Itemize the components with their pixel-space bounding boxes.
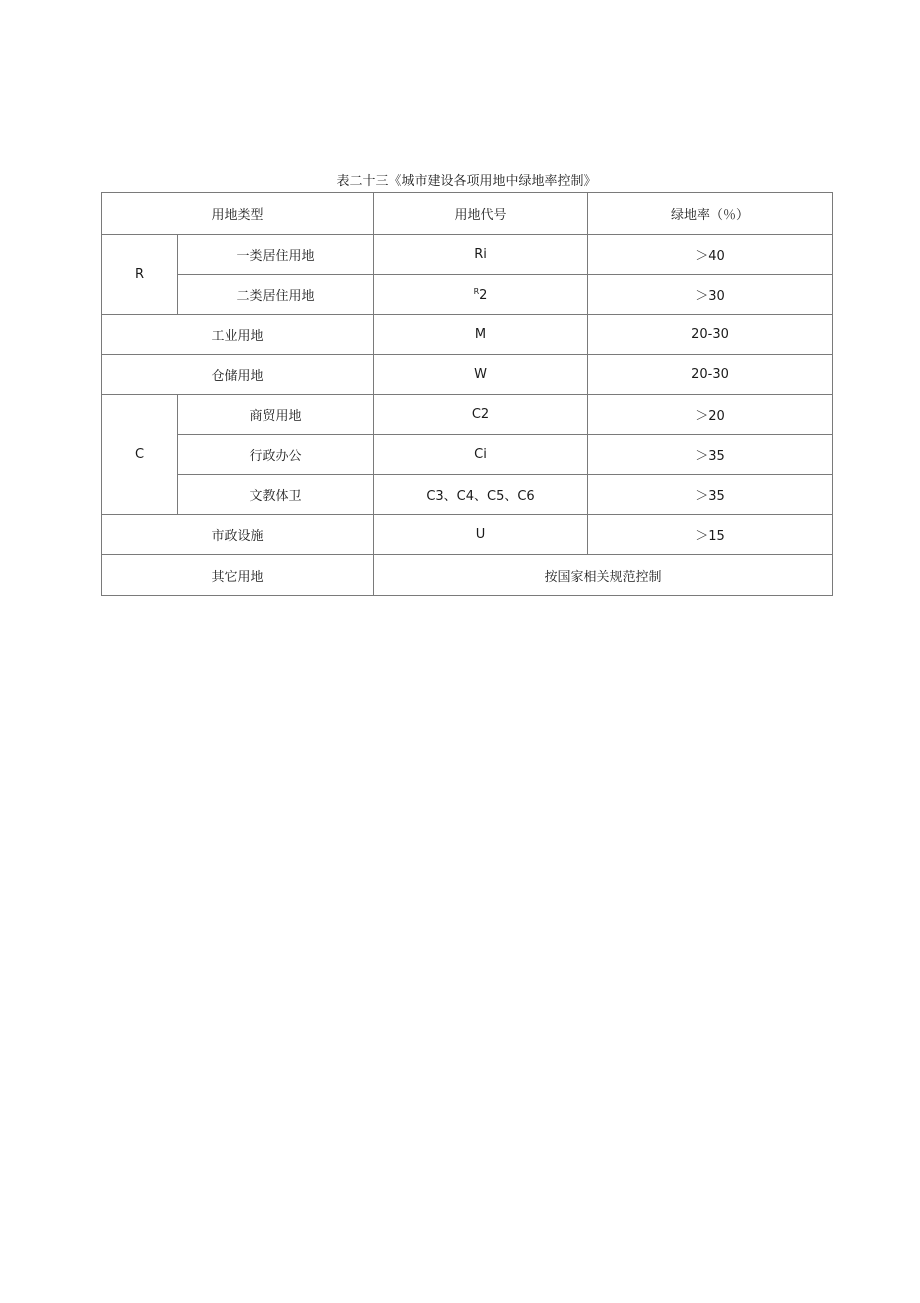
table-row [102,235,833,275]
land-name-cell: 行政办公 [178,435,374,475]
land-code-cell: C2 [374,395,588,435]
code-main: 2 [479,287,488,303]
table-caption: 表二十三《城市建设各项用地中绿地率控制》 [336,174,597,189]
land-name-cell: 工业用地 [102,315,374,355]
green-rate-cell: 20-30 [588,355,833,395]
land-code-cell: Ri [374,235,588,275]
land-code-cell [374,275,588,315]
table-row [102,515,833,555]
header-land-code: 用地代号 [374,193,588,235]
table-header-row [102,193,833,235]
header-green-rate: 绿地率（％） [588,193,833,235]
table-row [102,395,833,435]
land-code-cell: Ci [374,435,588,475]
control-note-cell: 按国家相关规范控制 [374,555,833,596]
green-rate-cell: ＞15 [588,515,833,555]
land-name-cell: 文教体卫 [178,475,374,515]
land-code-cell: M [374,315,588,355]
table-row [102,555,833,596]
land-name-cell: 商贸用地 [178,395,374,435]
land-name-cell: 一类居住用地 [178,235,374,275]
group-cell-c: C [102,395,178,515]
land-name-cell: 仓储用地 [102,355,374,395]
green-rate-cell: ＞35 [588,475,833,515]
group-cell-r: R [102,235,178,315]
land-code-cell: U [374,515,588,555]
green-rate-cell: 20-30 [588,315,833,355]
table-row [102,475,833,515]
table-row [102,355,833,395]
land-name-cell: 二类居住用地 [178,275,374,315]
table-row [102,315,833,355]
land-code-cell: W [374,355,588,395]
green-rate-cell: ＞40 [588,235,833,275]
green-rate-cell: ＞30 [588,275,833,315]
green-rate-cell: ＞35 [588,435,833,475]
land-code-cell: C3、C4、C5、C6 [374,475,588,515]
header-land-type: 用地类型 [102,193,374,235]
green-rate-table [101,192,833,596]
green-rate-cell: ＞20 [588,395,833,435]
table-row [102,435,833,475]
land-name-cell: 市政设施 [102,515,374,555]
land-name-cell: 其它用地 [102,555,374,596]
table-row [102,275,833,315]
code-superscript: R [473,286,480,296]
